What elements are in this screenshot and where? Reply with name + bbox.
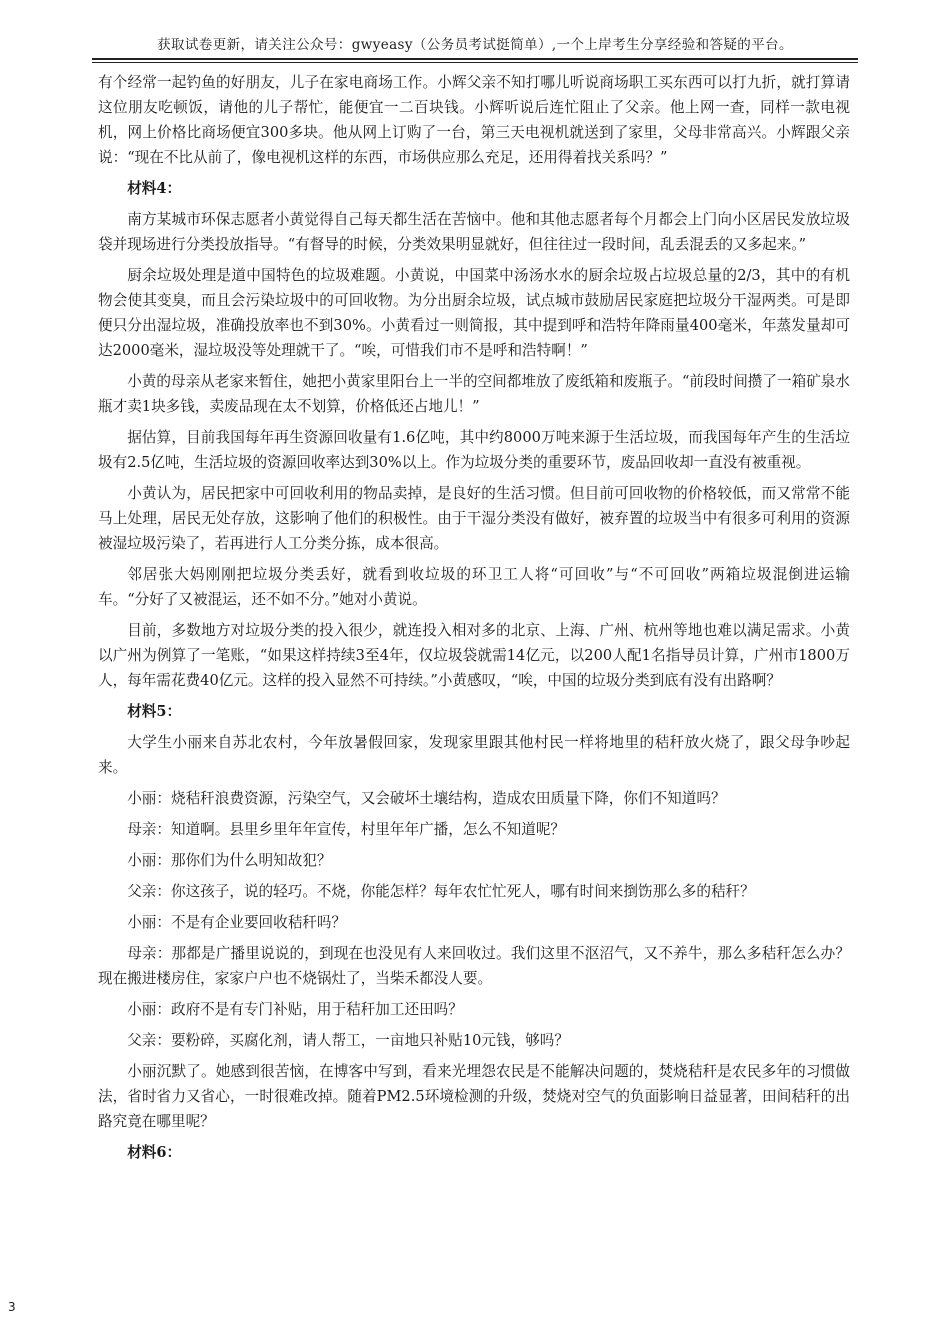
section-heading-material-5: 材料5： (127, 703, 182, 720)
dialogue-line: 母亲：那都是广播里说说的，到现在也没见有人来回收过。我们这里不沤沼气，又不养牛，那么多秸秆怎么办？现在搬进楼房住，家家户户也不烧锅灶了，当柴禾都没人要。 (98, 945, 850, 987)
dialogue-line: 父亲：要粉碎，买腐化剂，请人帮工，一亩地只补贴10元钱，够吗？ (127, 1032, 569, 1049)
dialogue-line: 小丽：那你们为什么明知故犯？ (127, 852, 332, 869)
document-body (98, 70, 850, 1171)
section-heading-material-4: 材料4： (127, 180, 182, 197)
paragraph: 小黄认为，居民把家中可回收利用的物品卖掉，是良好的生活习惯。但目前可回收物的价格较低，而又常常不能马上处理，居民无处存放，这影响了他们的积极性。由于干湿分类没有做好，被弃置的垃圾当中有很多可利用的资源被湿垃圾污染了，若再进行人工分类分拣，成本很高。 (98, 485, 850, 552)
dialogue-line: 小丽：烧秸秆浪费资源，污染空气，又会破坏土壤结构，造成农田质量下降，你们不知道吗？ (127, 790, 726, 807)
paragraph: 小黄的母亲从老家来暂住，她把小黄家里阳台上一半的空间都堆放了废纸箱和废瓶子。“前段时间攒了一箱矿泉水瓶才卖1块多钱，卖废品现在太不划算，价格低还占地儿！” (98, 373, 850, 415)
header-divider-thick (92, 58, 858, 60)
header-divider-thin (92, 62, 858, 63)
page-header-notice: 获取试卷更新，请关注公众号：gwyeasy（公务员考试挺简单）,一个上岸考生分享经验和答疑的平台。 (157, 37, 793, 53)
paragraph-continued: 有个经常一起钓鱼的好朋友，儿子在家电商场工作。小辉父亲不知打哪儿听说商场职工买东西可以打九折，就打算请这位朋友吃顿饭，请他的儿子帮忙，能便宜一二百块钱。小辉听说后连忙阻止了父亲。他上网一查，同样一款电视机，网上价格比商场便宜300多块。他从网上订购了一台，第三天电视机就送到了家里，父母非常高兴。小辉跟父亲说：“现在不比从前了，像电视机这样的东西，市场供应那么充足，还用得着找关系吗？” (98, 74, 850, 166)
paragraph: 据估算，目前我国每年再生资源回收量有1.6亿吨，其中约8000万吨来源于生活垃圾，而我国每年产生的生活垃圾有2.5亿吨，生活垃圾的资源回收率达到30%以上。作为垃圾分类的重要环节，废品回收却一直没有被重视。 (98, 429, 850, 471)
section-heading-material-6: 材料6： (127, 1144, 182, 1161)
dialogue-line: 父亲：你这孩子，说的轻巧。不烧，你能怎样？每年农忙忙死人，哪有时间来捯饬那么多的秸秆？ (127, 883, 755, 900)
page-number: 3 (8, 1300, 16, 1314)
dialogue-line: 母亲：知道啊。县里乡里年年宣传，村里年年广播，怎么不知道呢？ (127, 821, 566, 838)
paragraph: 大学生小丽来自苏北农村，今年放暑假回家，发现家里跟其他村民一样将地里的秸秆放火烧了，跟父母争吵起来。 (98, 734, 850, 776)
paragraph: 小丽沉默了。她感到很苦恼，在博客中写到，看来光埋怨农民是不能解决问题的，焚烧秸秆是农民多年的习惯做法，省时省力又省心，一时很难改掉。随着PM2.5环境检测的升级，焚烧对空气的负面影响日益显著，田间秸秆的出路究竟在哪里呢？ (98, 1063, 850, 1130)
paragraph: 厨余垃圾处理是道中国特色的垃圾难题。小黄说，中国菜中汤汤水水的厨余垃圾占垃圾总量的2/3，其中的有机物会使其变臭，而且会污染垃圾中的可回收物。为分出厨余垃圾，试点城市鼓励居民家庭把垃圾分干湿两类。可是即便只分出湿垃圾，准确投放率也不到30%。小黄看过一则简报，其中提到呼和浩特年降雨量400毫米，年蒸发量却可达2000毫米，湿垃圾没等处理就干了。“唉，可惜我们市不是呼和浩特啊！” (98, 267, 850, 359)
paragraph: 目前，多数地方对垃圾分类的投入很少，就连投入相对多的北京、上海、广州、杭州等地也难以满足需求。小黄以广州为例算了一笔账，“如果这样持续3至4年，仅垃圾袋就需14亿元，以200人配1名指导员计算，广州市1800万人，每年需花费40亿元。这样的投入显然不可持续。”小黄感叹，“唉，中国的垃圾分类到底有没有出路啊？ (98, 622, 850, 689)
dialogue-line: 小丽：政府不是有专门补贴，用于秸秆加工还田吗？ (127, 1001, 463, 1018)
paragraph: 南方某城市环保志愿者小黄觉得自己每天都生活在苦恼中。他和其他志愿者每个月都会上门向小区居民发放垃圾袋并现场进行分类投放指导。“有督导的时候，分类效果明显就好，但往往过一段时间，乱丢混丢的又多起来。” (98, 211, 850, 253)
paragraph: 邻居张大妈刚刚把垃圾分类丢好，就看到收垃圾的环卫工人将“可回收”与“不可回收”两箱垃圾混倒进运输车。“分好了又被混运，还不如不分。”她对小黄说。 (98, 566, 850, 608)
dialogue-line: 小丽：不是有企业要回收秸秆吗？ (127, 914, 347, 931)
